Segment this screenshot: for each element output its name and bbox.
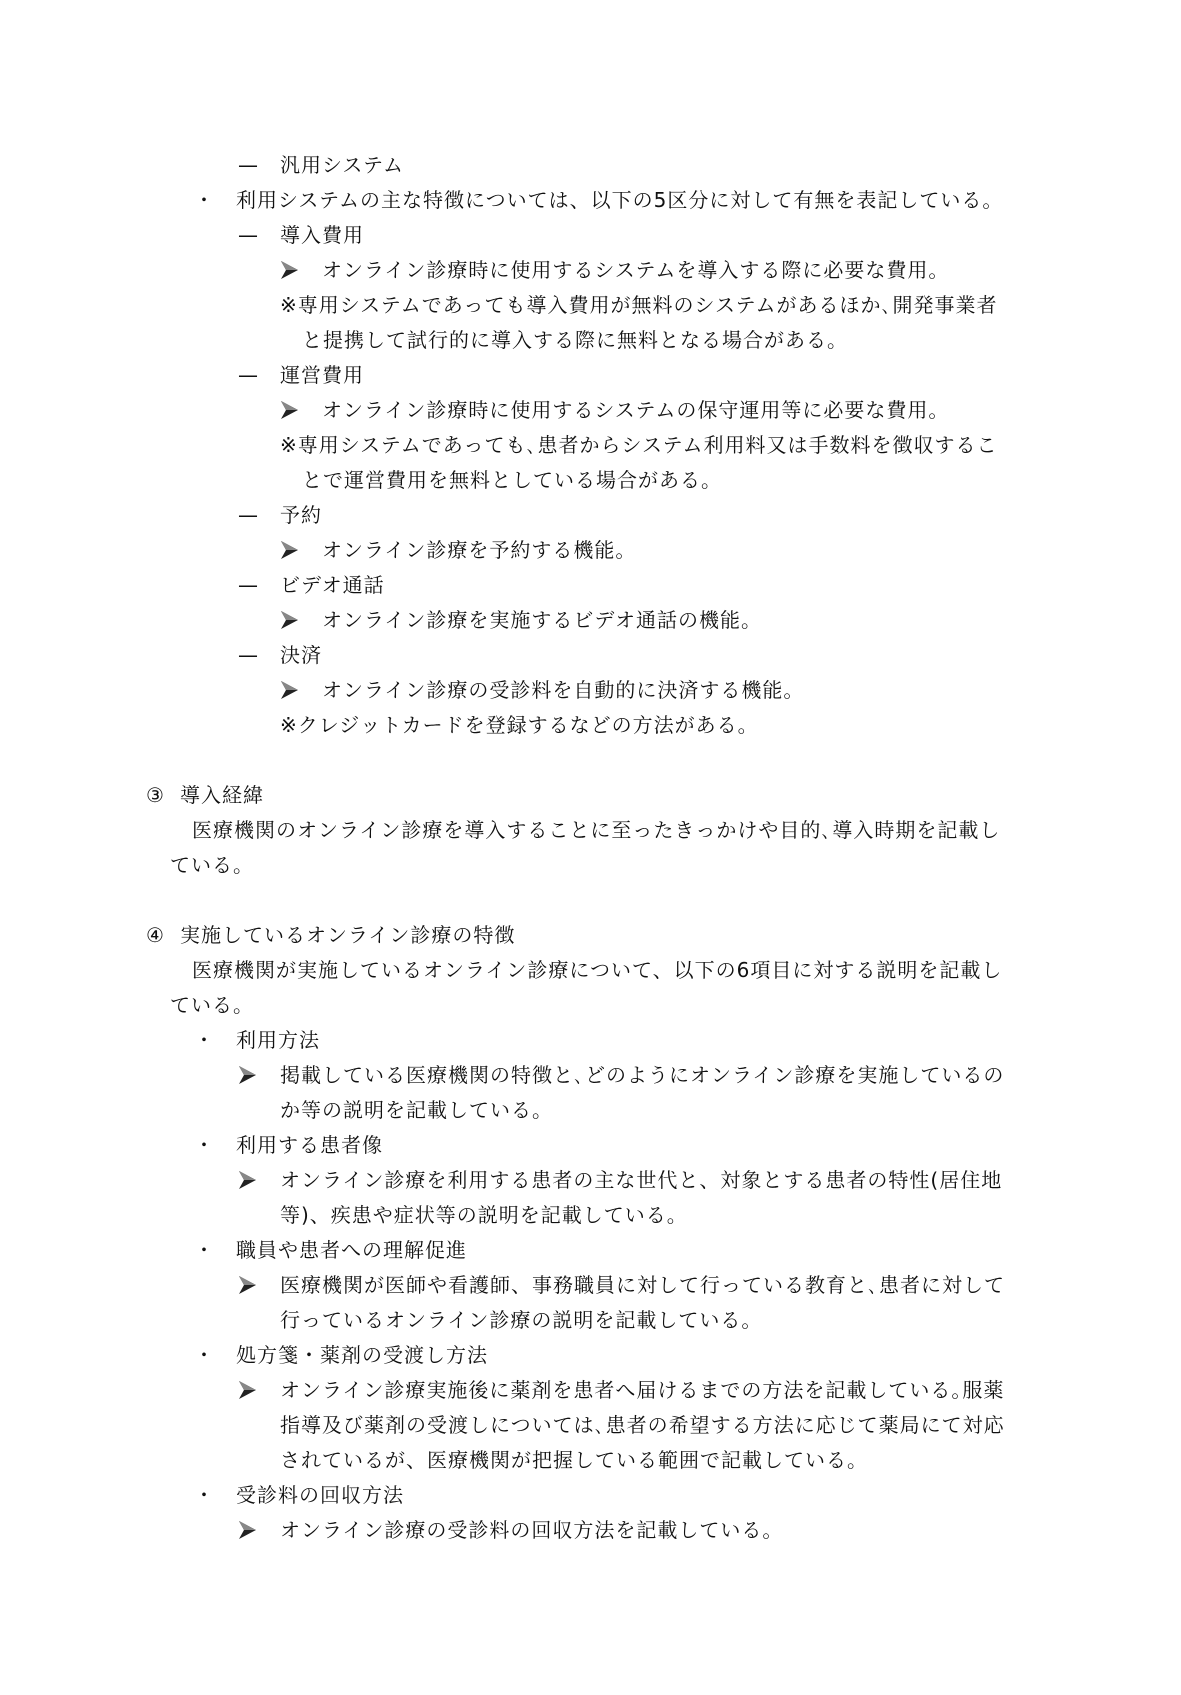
feature-desc: オンライン診療の受診料を自動的に決済する機能。	[322, 678, 805, 702]
dash-marker: —	[238, 573, 258, 597]
item-title: 利用する患者像	[236, 1133, 383, 1157]
section-number: ④	[146, 923, 164, 947]
bullet-marker: ・	[194, 1483, 214, 1507]
feature-desc: オンライン診療を実施するビデオ通話の機能。	[322, 608, 762, 632]
bullet-marker: ・	[194, 188, 214, 212]
feature-title: 予約	[280, 503, 322, 527]
item-title: 職員や患者への理解促進	[236, 1238, 467, 1262]
section-body: ている。	[170, 993, 254, 1017]
arrow-head-icon	[236, 1064, 258, 1086]
item-desc: 行っているオンライン診療の説明を記載している。	[280, 1308, 763, 1332]
feature-note: ※専用システムであっても､患者からシステム利用料又は手数料を徴収するこ	[280, 433, 998, 457]
section-body: ている。	[170, 853, 254, 877]
section-heading: 実施しているオンライン診療の特徴	[180, 923, 516, 947]
item-desc: オンライン診療実施後に薬剤を患者へ届けるまでの方法を記載している｡服薬	[280, 1378, 1005, 1402]
item-desc: 医療機関が医師や看護師、事務職員に対して行っている教育と､患者に対して	[280, 1273, 1005, 1297]
item-title: 処方箋・薬剤の受渡し方法	[236, 1343, 488, 1367]
feature-desc: オンライン診療を予約する機能。	[322, 538, 637, 562]
arrow-head-icon	[278, 259, 300, 281]
section-body: 医療機関が実施しているオンライン診療について、以下の6項目に対する説明を記載し	[192, 958, 1003, 982]
arrow-head-icon	[278, 609, 300, 631]
dash-marker: —	[238, 503, 258, 527]
item-desc: オンライン診療の受診料の回収方法を記載している。	[280, 1518, 784, 1542]
section-heading: 導入経緯	[180, 783, 264, 807]
feature-desc: オンライン診療時に使用するシステムの保守運用等に必要な費用。	[322, 398, 950, 422]
arrow-head-icon	[236, 1274, 258, 1296]
bullet-marker: ・	[194, 1238, 214, 1262]
arrow-head-icon	[236, 1379, 258, 1401]
general-system-label: 汎用システム	[280, 153, 404, 177]
arrow-head-icon	[236, 1169, 258, 1191]
dash-marker: —	[238, 363, 258, 387]
bullet-marker: ・	[194, 1133, 214, 1157]
arrow-head-icon	[278, 399, 300, 421]
arrow-head-icon	[278, 679, 300, 701]
dash-marker: —	[238, 643, 258, 667]
item-title: 受診料の回収方法	[236, 1483, 404, 1507]
dash-marker: —	[238, 153, 258, 177]
item-desc: 等)、疾患や症状等の説明を記載している。	[280, 1203, 688, 1227]
item-desc: されているが、医療機関が把握している範囲で記載している。	[280, 1448, 868, 1472]
section-number: ③	[146, 783, 164, 807]
feature-title: ビデオ通話	[280, 573, 385, 597]
item-desc: オンライン診療を利用する患者の主な世代と、対象とする患者の特性(居住地	[280, 1168, 1003, 1192]
section-body: 医療機関のオンライン診療を導入することに至ったきっかけや目的､導入時期を記載し	[192, 818, 1001, 842]
item-desc: 掲載している医療機関の特徴と､どのようにオンライン診療を実施しているの	[280, 1063, 1005, 1087]
item-desc: 指導及び薬剤の受渡しについては､患者の希望する方法に応じて薬局にて対応	[280, 1413, 1005, 1437]
bullet-marker: ・	[194, 1343, 214, 1367]
feature-note: ※クレジットカードを登録するなどの方法がある。	[280, 713, 759, 737]
feature-title: 運営費用	[280, 363, 364, 387]
arrow-head-icon	[278, 539, 300, 561]
arrow-head-icon	[236, 1519, 258, 1541]
features-intro-text: 利用システムの主な特徴については、以下の5区分に対して有無を表記している。	[236, 188, 1004, 212]
bullet-marker: ・	[194, 1028, 214, 1052]
item-desc: か等の説明を記載している。	[280, 1098, 553, 1122]
dash-marker: —	[238, 223, 258, 247]
feature-note: と提携して試行的に導入する際に無料となる場合がある。	[302, 328, 848, 352]
feature-note: とで運営費用を無料としている場合がある。	[302, 468, 722, 492]
feature-note: ※専用システムであっても導入費用が無料のシステムがあるほか､開発事業者	[280, 293, 998, 317]
feature-title: 決済	[280, 643, 322, 667]
feature-desc: オンライン診療時に使用するシステムを導入する際に必要な費用。	[322, 258, 950, 282]
feature-title: 導入費用	[280, 223, 364, 247]
item-title: 利用方法	[236, 1028, 320, 1052]
